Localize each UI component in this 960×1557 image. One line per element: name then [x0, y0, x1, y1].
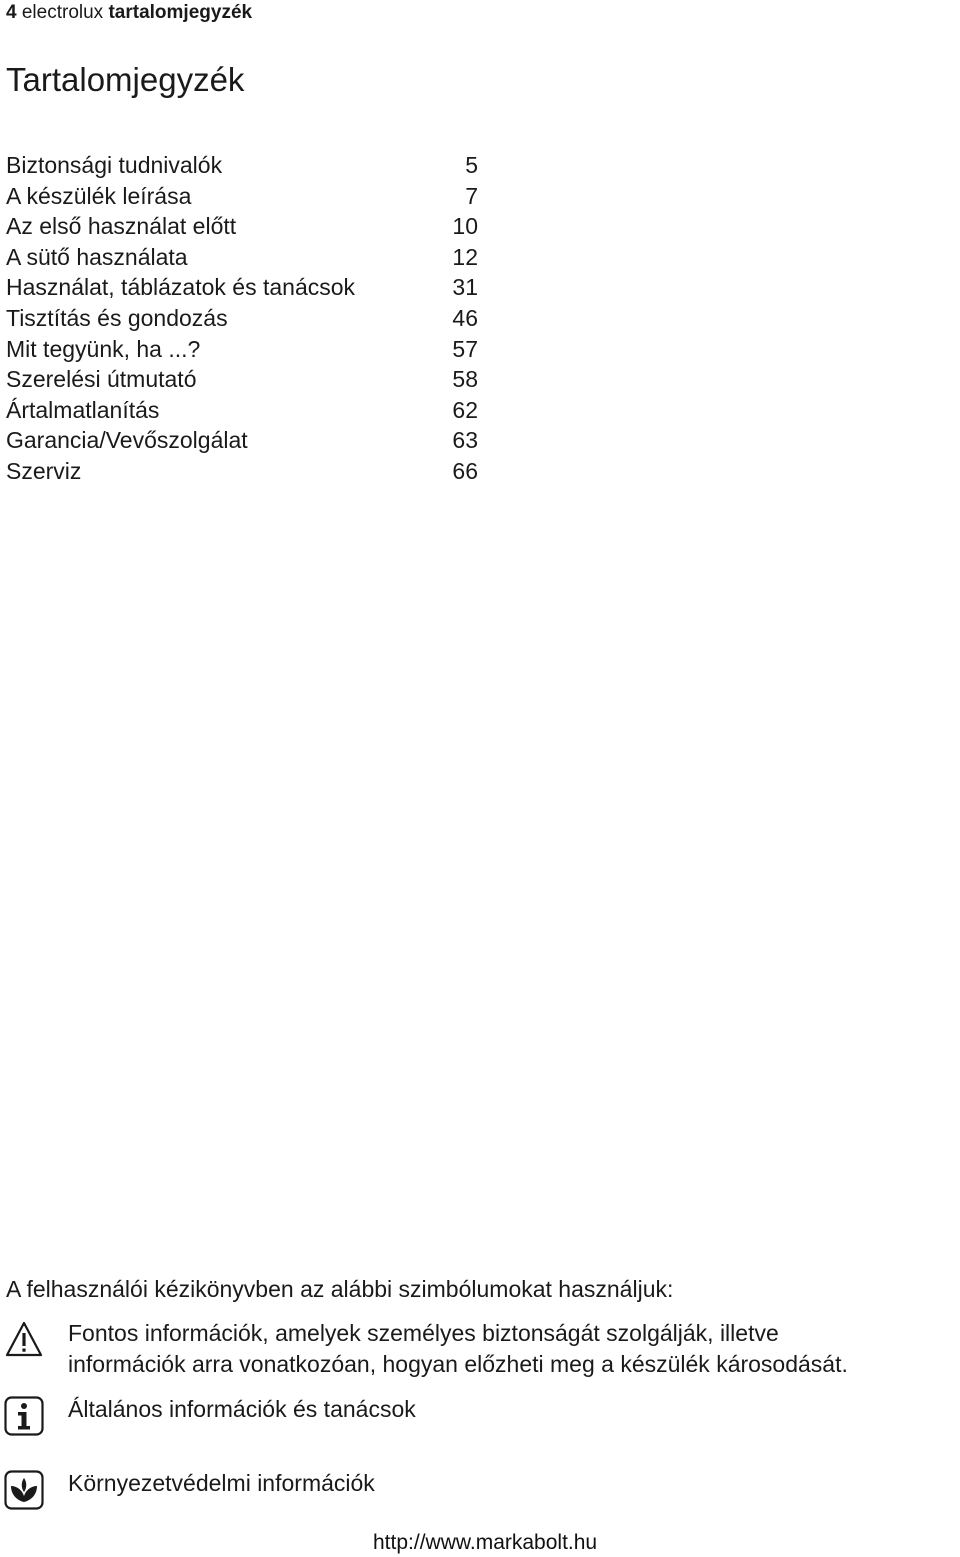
toc-label: Szerelési útmutató: [6, 366, 197, 393]
toc-label: A sütő használata: [6, 243, 188, 270]
toc-entry: [6, 364, 478, 395]
brand-name: electrolux: [21, 2, 104, 23]
toc-label: Az első használat előtt: [6, 213, 237, 240]
page-title: Tartalomjegyzék: [6, 61, 245, 98]
toc-entry: [6, 425, 478, 456]
page-number: 4: [6, 2, 17, 23]
environment-icon: [4, 1470, 44, 1510]
toc-page: 12: [452, 243, 478, 270]
toc-label: Szerviz: [6, 457, 82, 484]
toc-page: 62: [452, 396, 478, 423]
warning-text-line-1: Fontos információk, amelyek személyes biztonságát szolgálják, illetve: [68, 1320, 779, 1346]
symbols-intro: A felhasználói kézikönyvben az alábbi szimbólumokat használjuk:: [6, 1276, 674, 1302]
toc-entry: [6, 303, 478, 334]
toc-label: Tisztítás és gondozás: [6, 304, 228, 331]
toc-page: 46: [452, 304, 478, 331]
toc-entry: [6, 242, 478, 273]
toc-label: Ártalmatlanítás: [6, 396, 160, 423]
footer-website-link[interactable]: http://www.markabolt.hu: [373, 1531, 598, 1554]
section-name: tartalomjegyzék: [108, 2, 253, 23]
info-icon: [4, 1396, 44, 1436]
toc-label: Mit tegyünk, ha ...?: [6, 335, 201, 362]
table-of-contents: [6, 150, 478, 487]
environment-text: Környezetvédelmi információk: [68, 1470, 375, 1496]
toc-entry: [6, 395, 478, 426]
page-header: [6, 2, 252, 24]
toc-page: 7: [465, 182, 478, 209]
toc-page: 58: [452, 366, 478, 393]
warning-text-line-2: információk arra vonatkozóan, hogyan előzheti meg a készülék károsodását.: [68, 1351, 848, 1377]
toc-page: 66: [452, 457, 478, 484]
toc-entry: [6, 272, 478, 303]
toc-page: 63: [452, 427, 478, 454]
environment-description: [68, 1468, 960, 1499]
toc-page: 31: [452, 274, 478, 301]
warning-description: [68, 1318, 960, 1380]
toc-entry: [6, 334, 478, 365]
info-description: [68, 1394, 960, 1425]
toc-page: 57: [452, 335, 478, 362]
toc-entry: [6, 456, 478, 487]
toc-label: Garancia/Vevőszolgálat: [6, 427, 248, 454]
toc-entry: [6, 181, 478, 212]
toc-label: A készülék leírása: [6, 182, 192, 209]
info-text: Általános információk és tanácsok: [68, 1396, 416, 1422]
toc-label: Használat, táblázatok és tanácsok: [6, 274, 356, 301]
toc-entry: [6, 211, 478, 242]
toc-page: 5: [465, 152, 478, 178]
toc-label: Biztonsági tudnivalók: [6, 152, 223, 178]
toc-entry: [6, 150, 478, 181]
warning-icon: [4, 1320, 44, 1360]
toc-page: 10: [452, 213, 478, 240]
